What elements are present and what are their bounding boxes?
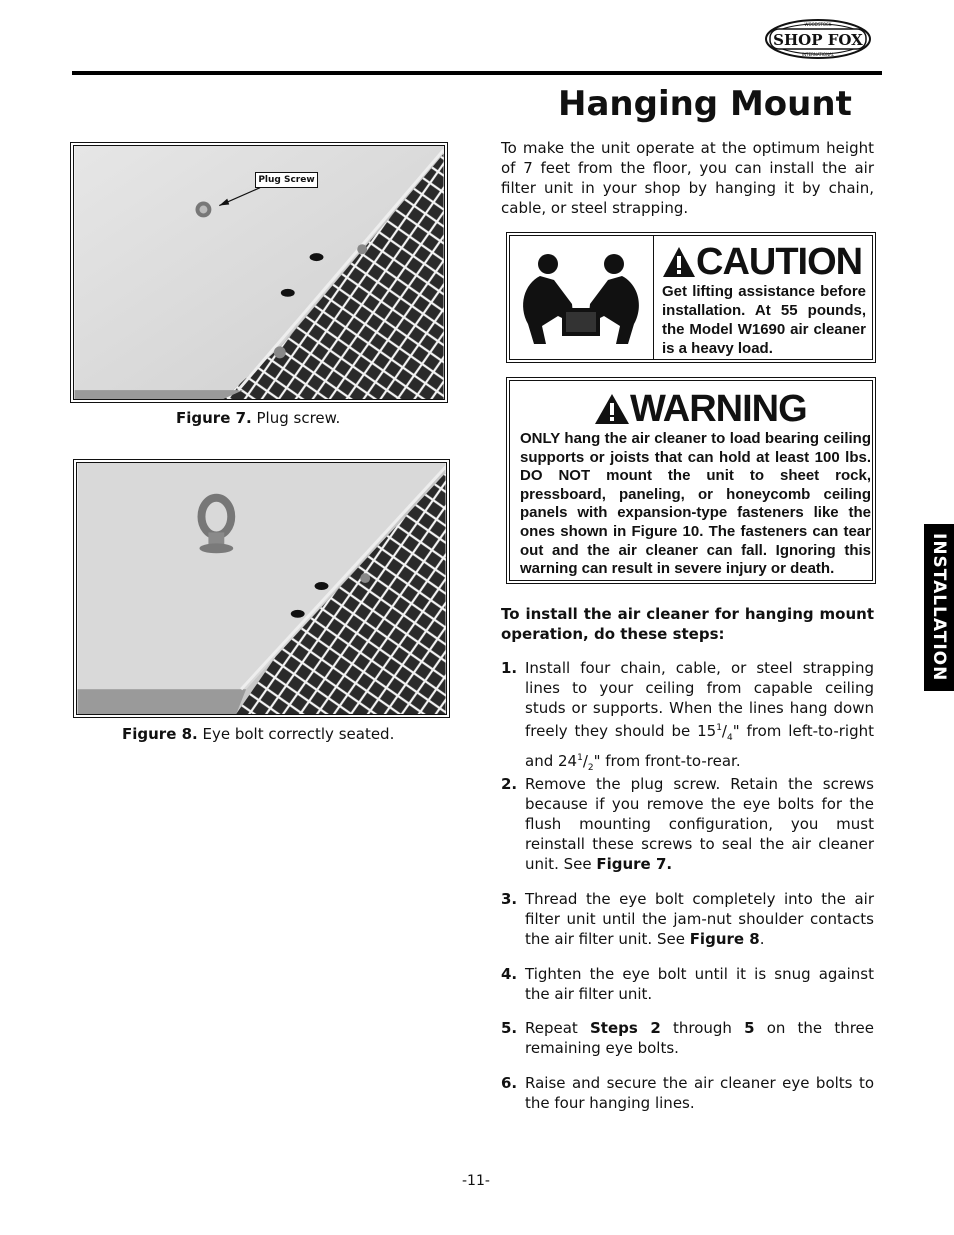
- caution-divider: [653, 236, 654, 359]
- fraction-numerator: 1: [716, 723, 722, 733]
- logo-ring-bottom: INTERNATIONAL: [801, 52, 835, 57]
- step-4: [501, 964, 874, 1004]
- step-4-body: Tighten the eye bolt until it is snug against the air filter unit.: [525, 965, 874, 1003]
- step-5-text-end: on the three remaining eye bolts.: [525, 1019, 874, 1057]
- step-3: [501, 889, 874, 949]
- step-5-text-a: Repeat: [525, 1019, 590, 1037]
- fraction-numerator: 1: [577, 753, 583, 763]
- step-number: 6.: [501, 1074, 518, 1092]
- figure-8-photo: [73, 459, 450, 718]
- fraction-denominator: 4: [726, 733, 733, 743]
- step-5-body: [525, 1018, 874, 1058]
- fraction-denominator: 2: [587, 763, 594, 773]
- caution-heading: [662, 242, 862, 282]
- logo-text: SHOP FOX: [773, 31, 863, 49]
- two-person-lift-icon: [514, 244, 648, 356]
- steps-reference: Steps 2: [589, 1019, 661, 1037]
- figure-8-reference: Figure 8: [689, 930, 760, 948]
- step-1-text-c: " from front-to-rear.: [593, 752, 741, 770]
- warning-text: ONLY hang the air cleaner to load bearing ceiling supports or joists that can hold at least 100 lbs. DO NOT mount the unit to sheet rock, pressboard, paneling, or honeycomb ceiling panels with expansion-type fasteners like the ones shown in Figure 10. The fasteners can tear out and the air cleaner can fall. Ignoring this warning can result in severe injury or death.: [520, 430, 871, 578]
- logo-ring-top: WOODSTOCK: [804, 22, 832, 27]
- figure-7-reference: Figure 7.: [596, 855, 673, 873]
- step-5: [501, 1018, 874, 1058]
- intro-paragraph: To make the unit operate at the optimum height of 7 feet from the floor, you can install the air filter unit in your shop by hanging it by chain, cable, or steel strapping.: [501, 139, 874, 217]
- shop-fox-logo: [764, 18, 872, 60]
- page-title: Hanging Mount: [558, 84, 852, 124]
- caution-triangle-icon: [662, 245, 696, 279]
- header-rule: [72, 71, 882, 75]
- caution-text: Get lifting assistance before installation. At 55 pounds, the Model W1690 air cleaner is a heavy load.: [662, 283, 866, 357]
- step-3-body: [525, 889, 874, 949]
- step-number: 4.: [501, 965, 518, 983]
- step-2: [501, 774, 874, 874]
- warning-heading: [594, 389, 807, 429]
- figure-8-caption: [122, 725, 394, 743]
- page-number: -11-: [462, 1173, 490, 1189]
- steps-lead: To install the air cleaner for hanging mount operation, do these steps:: [501, 605, 874, 643]
- warning-heading-text: WARNING: [630, 388, 807, 430]
- step-number: 3.: [501, 890, 518, 908]
- figure-7-caption-text: Plug screw.: [251, 409, 341, 427]
- plug-screw-callout: Plug Screw: [255, 172, 318, 188]
- warning-box: [506, 377, 876, 584]
- warning-triangle-icon: [594, 392, 630, 426]
- step-3-text: Thread the eye bolt completely into the air filter unit until the jam-nut shoulder contacts the air filter unit. See: [525, 890, 874, 948]
- step-1: [501, 658, 874, 778]
- step-1-text-b: " from left-to-right and 24: [525, 722, 874, 770]
- step-6-body: Raise and secure the air cleaner eye bolts to the four hanging lines.: [525, 1074, 874, 1112]
- figure-8-label: Figure 8.: [122, 725, 198, 743]
- caution-box: [506, 232, 876, 363]
- step-number: 5.: [501, 1019, 518, 1037]
- figure-8-caption-text: Eye bolt correctly seated.: [197, 725, 395, 743]
- step-number: 1.: [501, 659, 518, 677]
- section-side-tab: INSTALLATION: [924, 524, 954, 691]
- step-reference: 5: [744, 1019, 755, 1037]
- step-2-body: [525, 774, 874, 874]
- step-6: [501, 1073, 874, 1113]
- figure-7-caption: [176, 409, 340, 427]
- step-5-text-mid: through: [660, 1019, 745, 1037]
- step-2-text: Remove the plug screw. Retain the screws because if you remove the eye bolts for the flush mounting configuration, you must reinstall these screws to seal the air cleaner unit. See: [525, 775, 874, 873]
- step-1-text-a: Install four chain, cable, or steel strapping lines to your ceiling from capable ceiling studs or supports. When the lines hang down freely they should be 15: [525, 659, 874, 740]
- step-number: 2.: [501, 775, 518, 793]
- step-1-body: Install four chain, cable, or steel strapping lines to your ceiling from capable ceiling studs or supports. When the lines hang down freely they should be $15^1/_4$" from left-to-right and $24^1/_2$" from front-to-rear.: [525, 659, 874, 773]
- figure-7-label: Figure 7.: [176, 409, 252, 427]
- caution-heading-text: CAUTION: [696, 241, 863, 283]
- step-3-end: .: [759, 930, 765, 948]
